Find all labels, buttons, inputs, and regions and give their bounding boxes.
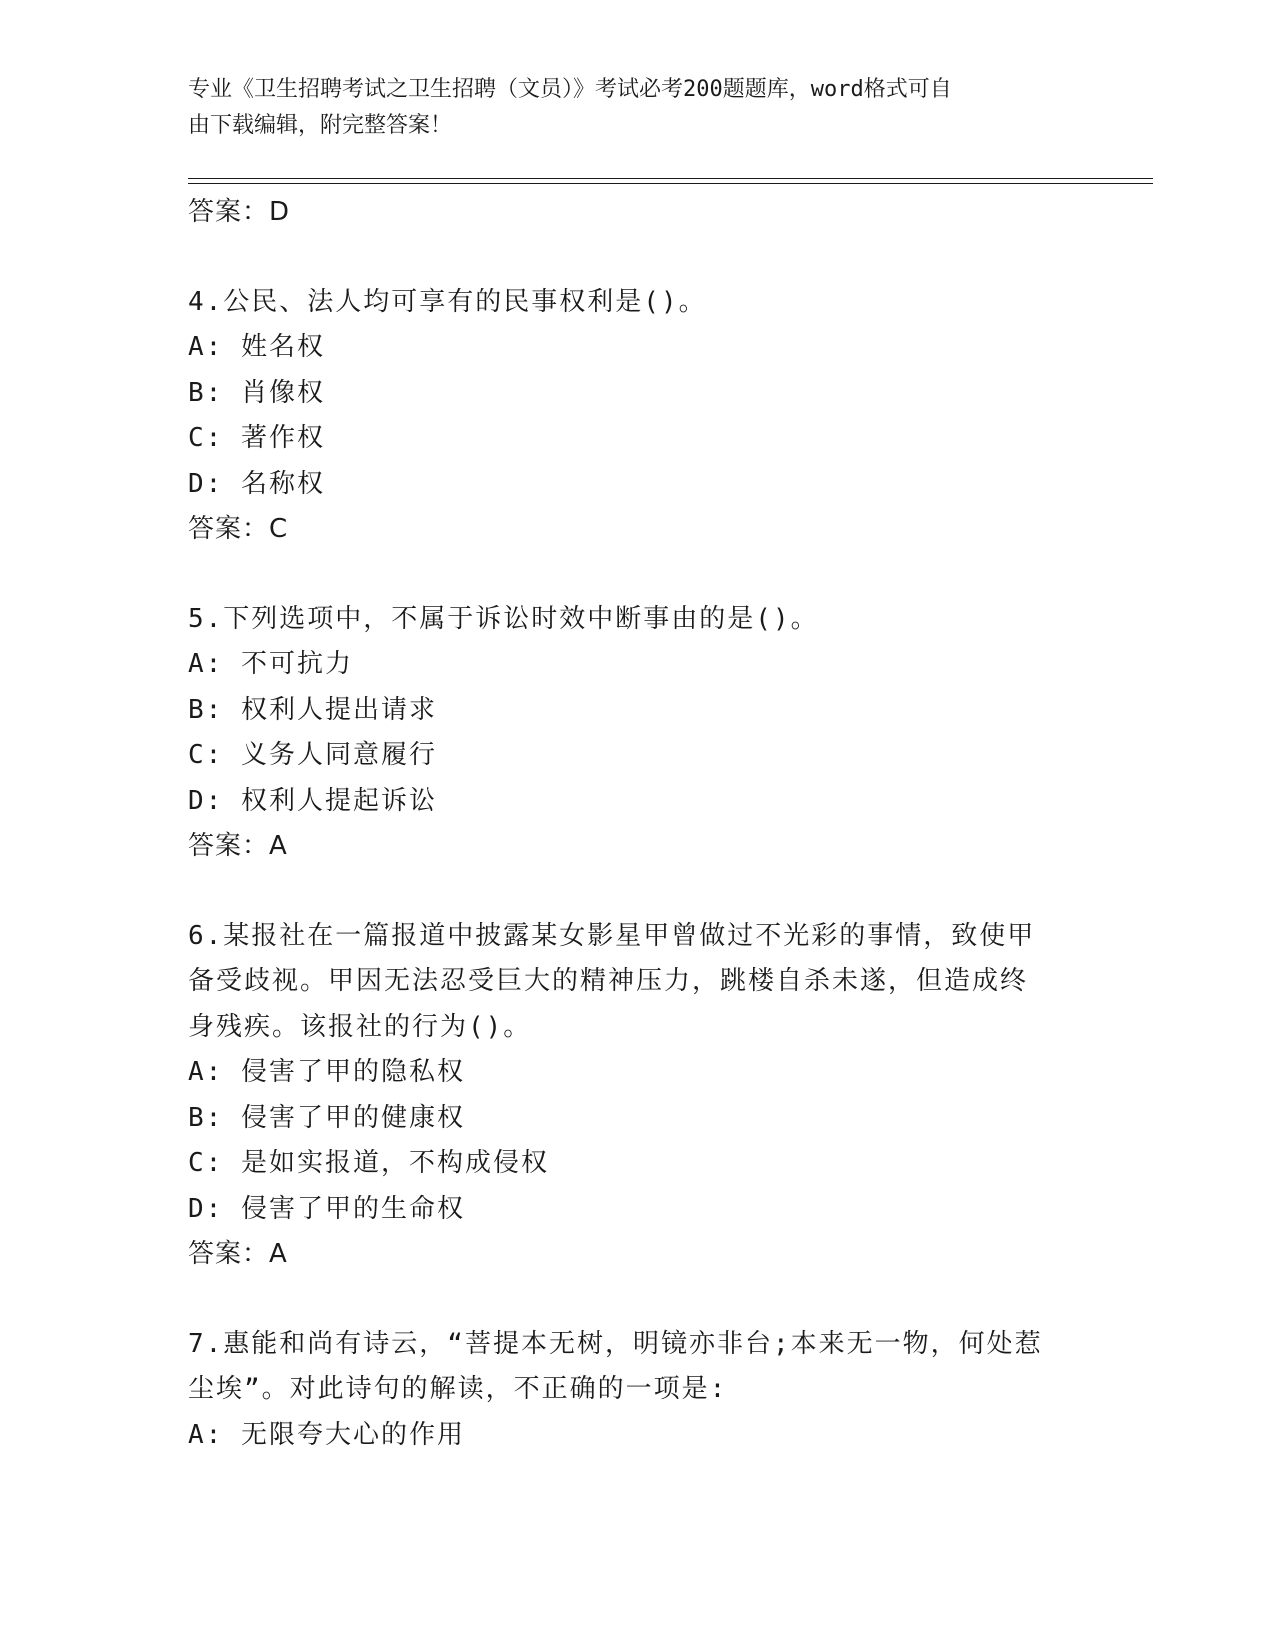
header-title-line-2: 由下载编辑，附完整答案！ — [188, 113, 453, 138]
option-c: C: 著作权 — [188, 423, 325, 453]
header-title-line-1: 专业《卫生招聘考试之卫生招聘（文员）》考试必考200题题库，word格式可自 — [188, 77, 952, 102]
option-b: B: 肖像权 — [188, 377, 325, 408]
document-header — [188, 72, 1068, 144]
option-a: A: 无限夸大心的作用 — [188, 1419, 465, 1450]
question-block-5 — [188, 597, 1088, 870]
question-stem-line-1: 6.某报社在一篇报道中披露某女影星甲曾做过不光彩的事情，致使甲 — [188, 920, 1036, 951]
option-a: A: 不可抗力 — [188, 649, 353, 679]
question-block-6 — [188, 914, 1088, 1278]
answer-line: 答案：D — [188, 197, 291, 227]
option-d: D: 侵害了甲的生命权 — [188, 1193, 465, 1224]
question-stem-line-3: 身残疾。该报社的行为()。 — [188, 1011, 532, 1042]
option-a: A: 姓名权 — [188, 332, 325, 362]
header-divider-bottom — [188, 183, 1153, 184]
option-d: D: 名称权 — [188, 468, 325, 499]
option-a: A: 侵害了甲的隐私权 — [188, 1057, 465, 1087]
option-c: C: 义务人同意履行 — [188, 740, 437, 770]
question-stem: 5.下列选项中，不属于诉讼时效中断事由的是()。 — [188, 603, 819, 634]
header-divider-top — [188, 178, 1153, 179]
option-b: B: 权利人提出请求 — [188, 694, 437, 725]
question-stem-line-1: 7.惠能和尚有诗云，“菩提本无树，明镜亦非台;本来无一物，何处惹 — [188, 1328, 1043, 1359]
question-stem: 4.公民、法人均可享有的民事权利是()。 — [188, 286, 707, 317]
question-stem-line-2: 备受歧视。甲因无法忍受巨大的精神压力，跳楼自杀未遂，但造成终 — [188, 966, 1029, 996]
question-list — [188, 190, 1088, 1458]
question-block-4 — [188, 280, 1088, 553]
answer-line: 答案：C — [188, 514, 289, 544]
question-stem-line-2: 尘埃”。对此诗句的解读，不正确的一项是: — [188, 1374, 728, 1404]
answer-line: 答案：A — [188, 831, 288, 861]
option-c: C: 是如实报道，不构成侵权 — [188, 1148, 549, 1178]
option-d: D: 权利人提起诉讼 — [188, 785, 437, 816]
answer-line: 答案：A — [188, 1239, 288, 1269]
option-b: B: 侵害了甲的健康权 — [188, 1102, 465, 1133]
question-block-7 — [188, 1322, 1088, 1459]
